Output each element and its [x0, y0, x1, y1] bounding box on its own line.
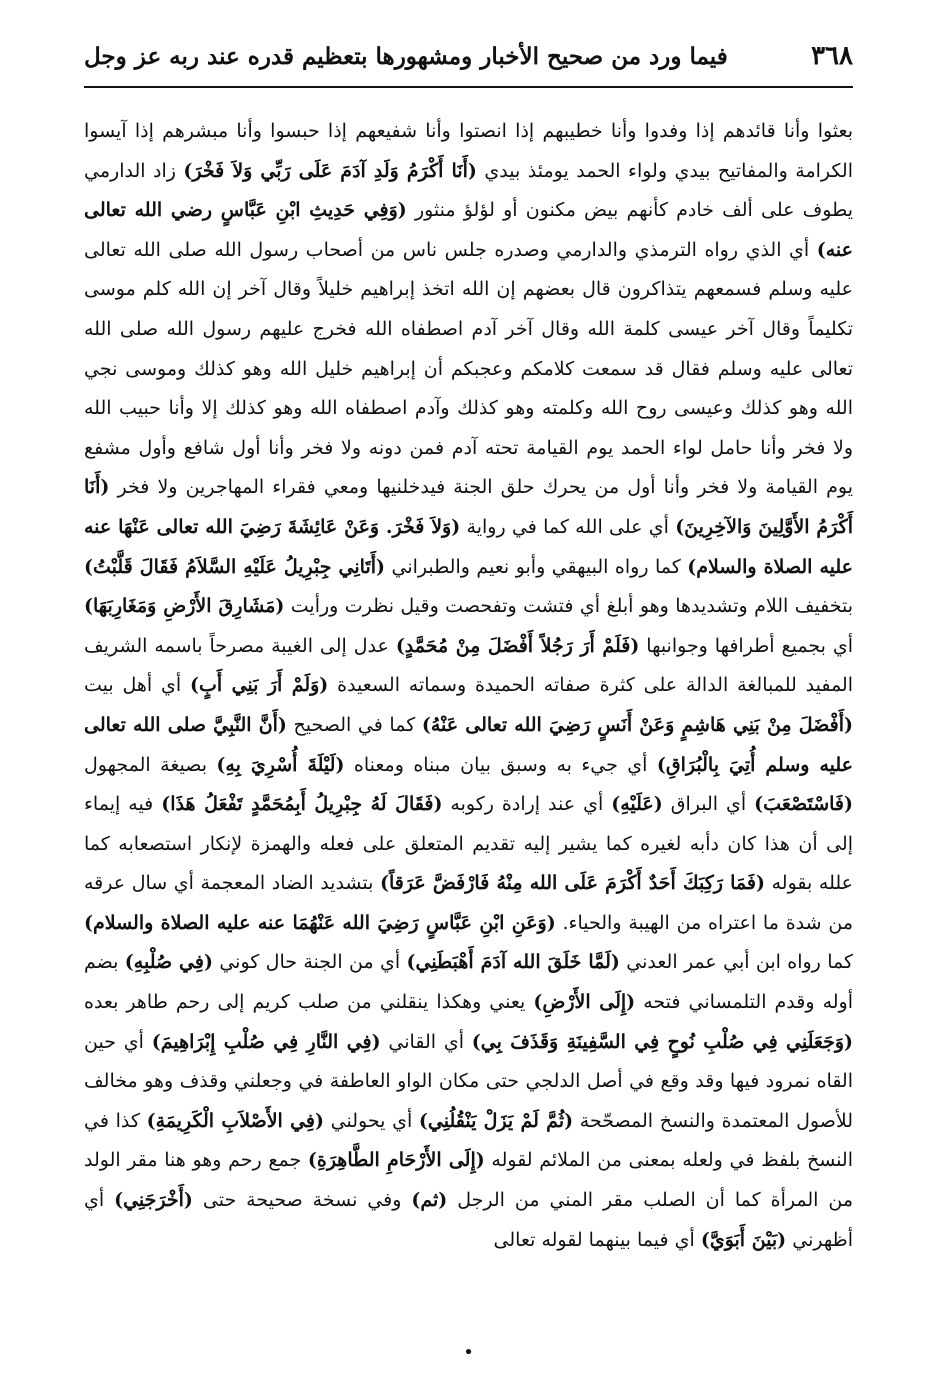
commentary-text: جمع رحم وهو هنا مقر الولد من المرأة كما أن الصلب مقر المني من الرجل	[84, 1149, 853, 1212]
quoted-text: (ثم)	[411, 1189, 448, 1212]
quoted-text: (إِلَى الأَرْضِ)	[533, 991, 636, 1014]
quoted-text: (إِلَى الأَرْحَامِ الطَّاهِرَةِ)	[307, 1149, 485, 1172]
commentary-text: أي عند إرادة ركوبه	[442, 793, 612, 816]
commentary-text: وفي نسخة صحيحة حتى	[192, 1189, 412, 1212]
commentary-text: بعثوا وأنا قائدهم إذا وفدوا وأنا خطيبهم إذا انصتوا وأنا شفيعهم إذا حبسوا وأنا مبشرهم إذا آيسوا الكرامة والمفاتيح بيدي ولواء الحمد يومئذ بيدي	[84, 120, 853, 182]
footer-mark: •	[463, 1342, 474, 1363]
page-header	[84, 34, 853, 78]
quoted-text: (وَلاَ فَخْرَ. وَعَنْ عَائِشَةَ رَضِيَ الله تعالى عَنْهَا عنه عليه الصلاة والسلام)	[84, 515, 853, 578]
commentary-text: أي حين القاه نمرود فيها وقد وقع في أصل الدلجي حتى مكان الواو العاطفة في وجعلني وقذف وهو مخالف للأصول المعتمدة والنسخ المصحّحة	[84, 1030, 853, 1132]
commentary-text: فيه إيماء إلى أن هذا كان دأبه لغيره كما يشير إليه تقديم المتعلق على فعله والهمزة لإنكار استصعابه كما علله بقوله	[84, 793, 853, 895]
header-rule	[84, 86, 853, 88]
quoted-text: (فَلَمْ أَرَ رَجُلاً أَفْضَلَ مِنْ مُحَمَّدٍ)	[395, 634, 640, 657]
commentary-text: كما رواه ابن أبي عمر العدني	[619, 951, 854, 974]
quoted-text: (فِي صُلْبِهِ)	[124, 951, 213, 974]
commentary-text: كما رواه البيهقي وأبو نعيم والطبراني	[385, 555, 688, 578]
commentary-text: أي البراق	[662, 793, 755, 816]
quoted-text: (أَنَا أَكْرَمُ الأَوَّلِينَ وَالآخِرِينَ)	[84, 476, 853, 538]
commentary-text: أي يحولني	[323, 1109, 419, 1132]
commentary-text: أي فيما بينهما لقوله تعالى	[493, 1228, 701, 1251]
commentary-text: كما في الصحيح	[286, 713, 422, 736]
commentary-text: بصيغة المجهول	[84, 753, 217, 776]
quoted-text: (أَخْرَجَنِي)	[114, 1189, 193, 1212]
commentary-text: يعني وهكذا ينقلني من صلب كريم إلى رحم طاهر بعده	[84, 991, 534, 1014]
commentary-text: أي من الجنة حال كوني	[212, 951, 407, 974]
quoted-text: (أَنَا أَكْرَمُ وَلَدِ آدَمَ عَلَى رَبِّي وَلاَ فَخْرَ)	[183, 159, 477, 182]
quoted-text: (أَفْضَلَ مِنْ بَنِي هَاشِمٍ وَعَنْ أَنَسٍ رَضِيَ الله تعالى عَنْهُ)	[421, 713, 853, 736]
commentary-text: أي جيء به وسبق بيان مبناه ومعناه	[344, 753, 657, 776]
quoted-text: (عَلَيْهِ)	[611, 793, 663, 816]
quoted-text: (مَشَارِقَ الأَرْضِ وَمَغَارِبَهَا)	[84, 595, 285, 618]
quoted-text: (وَجَعَلَنِي فِي صُلْبِ نُوحٍ فِي السَّفِينَةِ وَقَذَفَ بِي)	[471, 1030, 853, 1053]
quoted-text: (وَفِي حَدِيثِ ابْنِ عَبَّاسٍ رضي الله تعالى عنه)	[84, 199, 853, 261]
commentary-text: أي القاني	[380, 1030, 472, 1053]
commentary-text: كذا في النسخ بلفظ في ولعله بمعنى من الملائم لقوله	[84, 1109, 853, 1172]
quoted-text: (بَيْنَ أَبَوَيَّ)	[700, 1228, 787, 1251]
quoted-text: (فَاسْتَصْعَبَ)	[754, 793, 853, 816]
quoted-text: (وَعَنِ ابْنِ عَبَّاسٍ رَضِيَ الله عَنْهُمَا عنه عليه الصلاة والسلام)	[84, 911, 556, 934]
commentary-text: بتشديد الضاد المعجمة أي سال عرقه من شدة ما اعتراه من الهيبة والحياء.	[84, 872, 853, 934]
commentary-text: أي أظهرني	[84, 1189, 853, 1251]
quoted-text: (ثُمَّ لَمْ يَزَلْ يَنْقُلُنِي)	[418, 1109, 574, 1132]
quoted-text: (أَنَّ النَّبِيَّ صلى الله تعالى عليه وسلم أُتِيَ بِالْبُرَاقِ)	[84, 713, 853, 776]
quoted-text: (أَتَانِي جِبْرِيلُ عَلَيْهِ السَّلاَمُ فَقَالَ قَلَّبْتُ)	[84, 555, 386, 578]
commentary-text: عدل إلى الغيبة مصرحاً باسمه الشريف المفيد للمبالغة الدالة على كثرة صفاته الحميدة وسماته السعيدة	[84, 634, 853, 697]
quoted-text: (فِي الأَصْلاَبِ الْكَرِيمَةِ)	[146, 1109, 324, 1132]
commentary-text: زاد الدارمي يطوف على ألف خادم كأنهم بيض مكنون أو لؤلؤ منثور	[84, 159, 853, 222]
commentary-text: أي بجميع أطرافها وجوانبها	[639, 634, 853, 657]
commentary-text: بضم أوله وقدم التلمساني فتحه	[84, 951, 853, 1014]
body-paragraph	[84, 112, 853, 1260]
commentary-text: أي أهل بيت	[84, 674, 191, 697]
quoted-text: (فِي النَّارِ فِي صُلْبِ إِبْرَاهِيمَ)	[151, 1030, 381, 1053]
quoted-text: (فَقَالَ لَهُ جِبْرِيلُ أَبِمُحَمَّدٍ تَفْعَلُ هَذَا)	[161, 793, 443, 816]
quoted-text: (لَيْلَةَ أُسْرِيَ بِهِ)	[216, 753, 345, 776]
page-number: ٣٦٨	[811, 41, 853, 71]
quoted-text: (فَمَا رَكِبَكَ أَحَدٌ أَكْرَمَ عَلَى الله مِنْهُ فَارْفَضَّ عَرَقاً)	[380, 872, 765, 895]
quoted-text: (وَلَمْ أَرَ بَنِي أَبٍ)	[190, 674, 329, 697]
quoted-text: (لَمَّا خَلَقَ الله آدَمَ أَهْبَطَنِي)	[406, 951, 620, 974]
commentary-text: أي على الله كما في رواية	[460, 515, 676, 538]
commentary-text: بتخفيف اللام وتشديدها وهو أبلغ أي فتشت وتفحصت وقيل نظرت ورأيت	[284, 595, 853, 618]
running-title: فيما ورد من صحيح الأخبار ومشهورها بتعظيم قدره عند ربه عز وجل	[84, 42, 728, 70]
commentary-text: أي الذي رواه الترمذي والدارمي وصدره جلس ناس من أصحاب رسول الله صلى الله تعالى عليه وسلم فسمعهم يتذاكرون قال بعضهم إن الله اتخذ إبراهيم خليلاً وقال آخر إن الله كلم موسى تكليماً وقال آخر عيسى كلمة الله وقال آخر آدم اصطفاه الله فخرج عليهم رسول الله صلى الله تعالى عليه وسلم فقال قد سمعت كلامكم وعجبكم أن إبراهيم خليل الله وهو كذلك وموسى نجي الله وهو كذلك وعيسى روح الله وكلمته وهو كذلك وآدم اصطفاه الله وهو كذلك إلا وأنا حبيب الله ولا فخر وأنا حامل لواء الحمد يوم القيامة تحته آدم فمن دونه ولا فخر وأنا أول شافع وأول مشفع يوم القيامة ولا فخر وأنا أول من يحرك حلق الجنة فيدخلنيها ومعي فقراء المهاجرين ولا فخر	[84, 238, 853, 499]
